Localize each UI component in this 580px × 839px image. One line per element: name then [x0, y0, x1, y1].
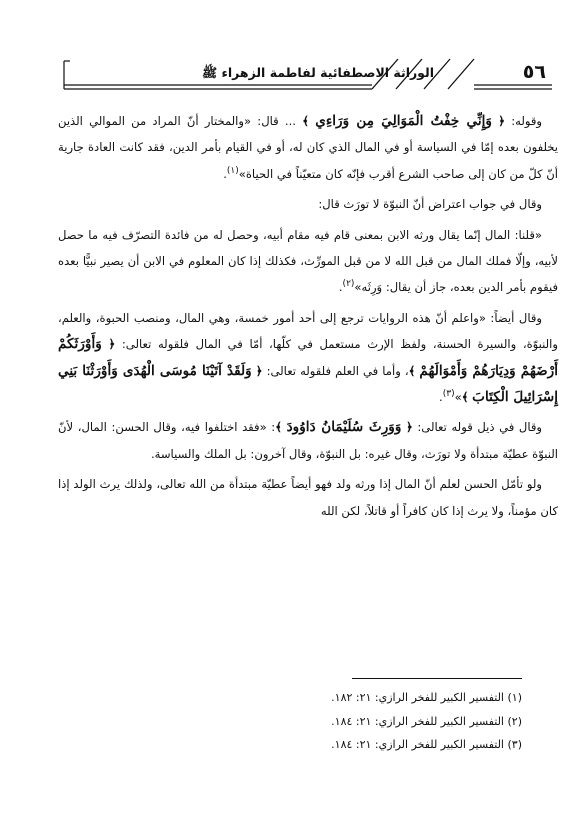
text-segment: . — [338, 280, 343, 295]
quran-close-brace: ﴾ — [461, 390, 469, 405]
text-segment: وقوله: — [504, 114, 542, 128]
quran-verse: وَإِنِّي خِفْتُ الْمَوَالِيَ مِن وَرَاءِي — [315, 113, 492, 129]
quran-open-brace: ﴿ — [255, 363, 263, 378]
footnote-ref: (٣) — [442, 389, 455, 400]
quran-verse: وَوَرِثَ سُلَيْمَانُ دَاوُودَ — [286, 419, 402, 436]
quran-close-brace: ﴾ — [302, 114, 309, 128]
text-segment: . — [439, 390, 443, 405]
main-text — [58, 108, 558, 528]
paragraph-3 — [58, 222, 558, 301]
paragraph-6: ولو تأمّل الحسن لعلم أنّ المال إذا ورثه ولد فهو أيضاً عطيّة مبتدأة من الله تعالى، ولذلك يرث الولد إذا كان مؤمناً، ولا يرث إذا كان كافراً أو قاتلاً، لكن الله — [58, 477, 558, 518]
paragraph-2: وقال في جواب اعتراض أنّ النبوّة لا تورَث قال: — [318, 197, 542, 212]
paragraph-5 — [58, 414, 558, 467]
quran-open-brace: ﴿ — [498, 114, 505, 128]
text-segment: » — [454, 390, 462, 405]
running-title: الوراثة الاصطفائية لفاطمة الزهراء ﷺ — [202, 65, 434, 80]
paragraph-4 — [58, 305, 558, 411]
footnote-3: (٣) التفسير الكبير للفخر الرازي: ٢١: ١٨٤. — [331, 738, 522, 751]
footnote-2: (٢) التفسير الكبير للفخر الرازي: ٢١: ١٨٤. — [331, 714, 522, 728]
quran-close-brace: ﴾ — [275, 420, 282, 435]
text-segment: ... قال: «والمختار أنّ المراد من الموالي الذين يخلفون بعده إمّا في السياسة أو في المال الذي كان له، أو في القيام بأمر الدين، فقد كانت العادة جارية أنّ كلّ من كان إلى صاحب الشرع أقرب فإنّه كان متعيّناً في الحياة» — [58, 114, 558, 181]
footnote-1: (١) التفسير الكبير للفخر الرازي: ٢١: ١٨٢. — [331, 691, 522, 704]
running-header — [58, 55, 552, 93]
quran-close-brace: ﴾ — [408, 363, 416, 378]
text-segment: وقال في ذيل قوله تعالى: — [412, 420, 543, 435]
text-segment: : «فقد اختلفوا فيه، وقال الحسن: المال، لأنّ النبوّة عطيّة مبتدأة ولا تورَث، وقال غيره: بل النبوّة، وقال آخرون: بل الملك والسياسة. — [58, 420, 558, 461]
quran-verse: وَلَقَدْ آتَيْنَا مُوسَى الْهُدَى وَأَوْرَثْنَا بَنِي إِسْرَائِيلَ الْكِتَابَ — [58, 362, 558, 406]
text-segment: . — [223, 166, 227, 181]
text-segment: «قلنا: المال إنّما يقال ورثه الابن بمعنى قام فيه مقام أبيه، وحصل له من فائدة التصرّف فيه ما حصل لأبيه، وإلّا فملك المال من قبل الله لا من قبل المورِّث، فكذلك إذا كان المعلوم في الابن أن يصير نبيًّا بعده فيقوم بأمر الدين بعده، جاز أن يقال: وَرِثَه» — [58, 227, 558, 295]
text-segment: وقال أيضاً: «واعلم أنّ هذه الروايات ترجع إلى أحد أمور خمسة، وهي المال، ومنصب الحبوة، والعلم، والنبوّة، والسيرة الحسنة، ولفظ الإرث مستعمل في كلّها، أمّا في المال فلقوله تعالى: — [58, 310, 558, 352]
footnote-ref: (١) — [226, 165, 239, 176]
footnote-divider — [352, 678, 522, 679]
quran-open-brace: ﴿ — [406, 420, 413, 435]
footnote-ref: (٢) — [342, 279, 355, 290]
quran-open-brace: ﴿ — [108, 337, 116, 352]
page-number: ٥٦ — [522, 61, 546, 83]
quran-verse: وَأَوْرَثَكُمْ أَرْضَهُمْ وَدِيَارَهُمْ وَأَمْوَالَهُمْ — [58, 336, 558, 379]
footnotes — [222, 686, 522, 757]
paragraph-1 — [58, 108, 558, 187]
text-segment: ، وأما في العلم فلقوله تعالى: — [262, 363, 409, 378]
